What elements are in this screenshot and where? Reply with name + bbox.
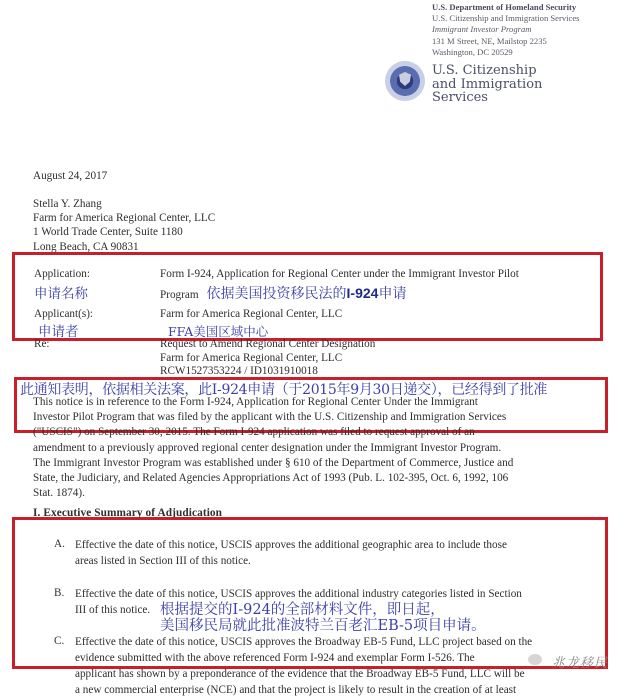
application-note-cn-a: 依据美国投资移民法的 <box>206 286 347 302</box>
application-note-cn <box>207 286 407 302</box>
application-value-cont <box>160 283 406 303</box>
agency-name-line: Services <box>432 90 488 105</box>
item-line: applicant has shown by a preponderance of the evidence that the Broadway EB-5 Fund, LLC will be <box>75 668 525 680</box>
section-heading: I. Executive Summary of Adjudication <box>33 507 223 519</box>
recipient-block <box>33 197 215 254</box>
dhs-seal-icon <box>386 62 424 100</box>
recipient-address-2: Long Beach, CA 90831 <box>33 240 139 253</box>
item-line: Effective the date of this notice, USCIS approves the additional geographic area to include those <box>75 539 507 551</box>
item-line: Effective the date of this notice, USCIS approves the additional industry categories listed in Section <box>75 588 522 600</box>
paragraph-line: Stat. 1874). <box>33 487 85 500</box>
city-address: Washington, DC 20529 <box>432 46 513 57</box>
notice-paragraph <box>33 395 513 501</box>
applicant-label-cn: 申请者 <box>38 324 79 340</box>
agency-line: U.S. Citizenship and Immigration Services <box>432 13 580 24</box>
application-note-cn-b: I-924 <box>346 285 379 301</box>
re-label: Re: <box>34 338 50 350</box>
applicant-note-cn: FFA美国区域中心 <box>168 324 269 339</box>
re-line: Farm for America Regional Center, LLC <box>160 351 343 364</box>
paragraph-line: State, the Judiciary, and Related Agencies Appropriations Act of 1993 (Pub. L. 102-395, Oct. 6, 1992, 106 <box>33 472 509 485</box>
paragraph-line: This notice is in reference to the Form I-924, Application for Regional Center Under the Immigrant <box>33 396 478 408</box>
item-letter-a: A. <box>54 538 65 550</box>
re-line: Request to Amend Regional Center Designation <box>160 338 376 350</box>
approval-note-cn-1: 根据提交的I-924的全部材料文件，即日起， <box>160 602 445 618</box>
item-line: III of this notice. <box>75 604 151 616</box>
item-line: a new commercial enterprise (NCE) and that the project is likely to result in the creation of at least <box>75 684 517 696</box>
paragraph-line: ("USCIS") on September 30, 2015. The Form I-924 application was filed to request approval of an <box>33 426 475 439</box>
application-note-cn-c: 申请 <box>378 286 407 302</box>
application-value: Form I-924, Application for Regional Center under the Immigrant Investor Pilot <box>160 268 519 280</box>
approval-note-cn-2: 美国移民局就此批准波特兰百老汇EB-5项目申请。 <box>160 618 486 634</box>
notice-note-cn: 此通知表明，依据相关法案，此I-924申请（于2015年9月30日递交），已经得到了批准 <box>20 382 548 398</box>
letter-date: August 24, 2017 <box>33 170 108 182</box>
item-c <box>75 634 595 698</box>
watermark-text: 兆龙移民 <box>552 656 609 671</box>
re-line: RCW1527353224 / ID1031910018 <box>160 365 318 377</box>
recipient-name: Stella Y. Zhang <box>33 198 102 210</box>
item-line: Effective the date of this notice, USCIS approves the Broadway EB-5 Fund, LLC project based on the <box>75 636 533 648</box>
chat-bubble-icon <box>528 654 542 665</box>
item-line: areas listed in Section III of this notice. <box>75 555 251 567</box>
letterhead-address <box>432 2 580 58</box>
applicant-value: Farm for America Regional Center, LLC <box>160 308 343 320</box>
re-block <box>160 338 375 379</box>
paragraph-line: amendment to a previously approved regional center designation under the Immigrant Investor Program. <box>33 441 502 454</box>
paragraph-line: Investor Pilot Program that was filed by the applicant with the U.S. Citizenship and Immigration Services <box>33 411 507 424</box>
applicant-label: Applicant(s): <box>34 308 94 320</box>
department-name: U.S. Department of Homeland Security <box>432 2 577 12</box>
program-name: Immigrant Investor Program <box>432 24 532 35</box>
application-value-2: Program <box>160 289 199 301</box>
item-letter-b: B. <box>54 587 65 599</box>
agency-wordmark <box>432 64 542 105</box>
paragraph-line: The Immigrant Investor Program was established under § 610 of the Department of Commerce, Justice and <box>33 456 514 469</box>
recipient-org: Farm for America Regional Center, LLC <box>33 212 216 225</box>
item-letter-c: C. <box>54 635 65 647</box>
street-address: 131 M Street, NE, Mailstop 2235 <box>432 35 547 46</box>
application-label: Application: <box>34 268 90 280</box>
item-a <box>75 537 595 569</box>
agency-name-line: U.S. Citizenship <box>432 63 537 78</box>
recipient-address-1: 1 World Trade Center, Suite 1180 <box>33 226 183 239</box>
item-line: evidence submitted with the above referenced Form I-924 and exemplar Form I-526. The <box>75 652 475 664</box>
agency-name-line: and Immigration <box>432 76 543 92</box>
application-label-cn: 申请名称 <box>34 286 88 302</box>
